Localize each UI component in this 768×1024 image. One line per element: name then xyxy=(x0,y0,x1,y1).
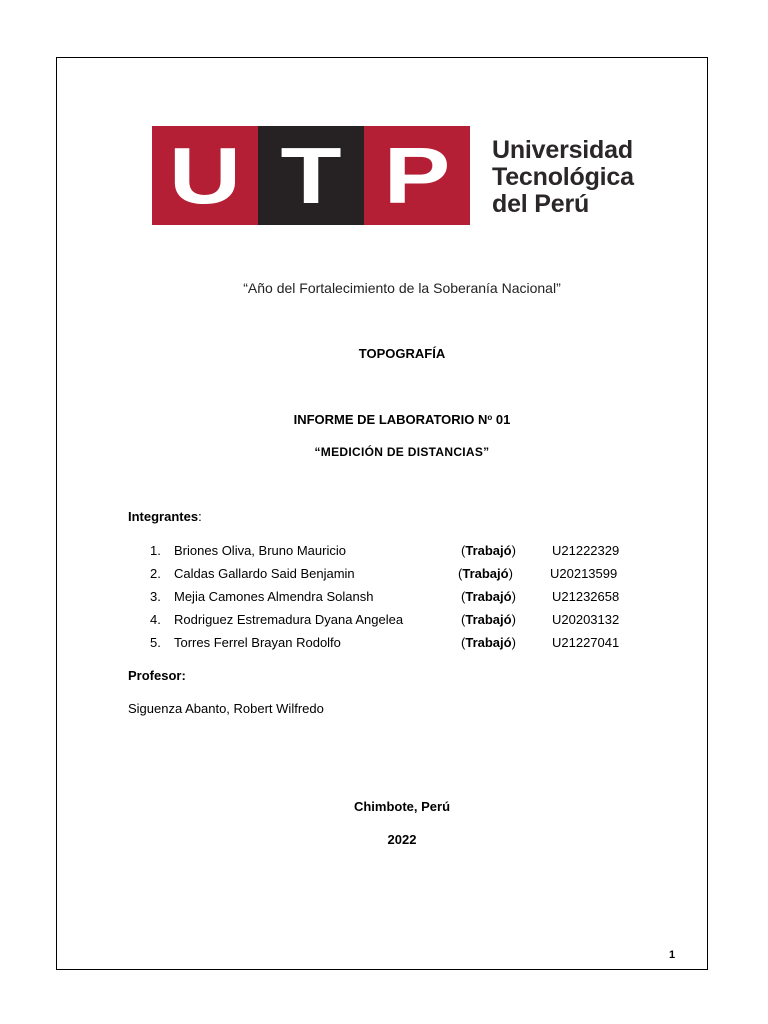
member-name: Torres Ferrel Brayan Rodolfo xyxy=(174,635,341,650)
member-row xyxy=(150,612,650,630)
members-label xyxy=(128,509,202,524)
status-close-paren: ) xyxy=(508,566,513,581)
page-number: 1 xyxy=(669,949,676,961)
member-status xyxy=(461,612,516,627)
member-row xyxy=(150,635,650,653)
member-status xyxy=(461,589,516,604)
member-row xyxy=(150,543,650,561)
status-open-paren: ( xyxy=(461,543,466,558)
professor-name: Siguenza Abanto, Robert Wilfredo xyxy=(128,701,324,716)
member-row xyxy=(150,589,650,607)
university-name-line-2: Tecnológica xyxy=(492,163,634,191)
member-number: 1. xyxy=(150,543,161,558)
member-status xyxy=(461,635,516,650)
logo-letter-u: U xyxy=(168,130,242,220)
university-name-line-1: Universidad xyxy=(492,136,633,164)
member-number: 3. xyxy=(150,589,161,604)
member-code: U21222329 xyxy=(552,543,620,558)
member-status xyxy=(458,566,513,581)
status-text: Trabajó xyxy=(465,635,512,650)
report-title: “MEDICIÓN DE DISTANCIAS” xyxy=(314,445,490,459)
member-number: 5. xyxy=(150,635,161,650)
member-code: U21232658 xyxy=(552,589,620,604)
status-open-paren: ( xyxy=(461,589,466,604)
member-name: Rodriguez Estremadura Dyana Angelea xyxy=(174,612,404,627)
utp-logo xyxy=(152,126,642,225)
member-code: U20213599 xyxy=(550,566,618,581)
status-text: Trabajó xyxy=(465,589,512,604)
professor-label: Profesor: xyxy=(128,668,186,683)
logo-letter-u-block xyxy=(152,126,258,225)
status-close-paren: ) xyxy=(511,589,516,604)
member-code: U20203132 xyxy=(552,612,620,627)
member-status xyxy=(461,543,516,558)
national-motto: “Año del Fortalecimiento de la Soberanía Nacional” xyxy=(243,280,561,296)
member-row xyxy=(150,566,650,584)
report-number: 01 xyxy=(492,412,511,427)
status-close-paren: ) xyxy=(511,635,516,650)
member-number: 4. xyxy=(150,612,161,627)
status-close-paren: ) xyxy=(511,543,516,558)
report-prefix: INFORME DE LABORATORIO N xyxy=(293,412,488,427)
status-text: Trabajó xyxy=(465,543,512,558)
logo-letter-t-block xyxy=(258,126,364,225)
course-title: TOPOGRAFÍA xyxy=(358,346,446,361)
members-label-text: Integrantes xyxy=(128,509,199,524)
report-heading xyxy=(56,412,748,427)
status-text: Trabajó xyxy=(465,612,512,627)
status-text: Trabajó xyxy=(462,566,509,581)
member-code: U21227041 xyxy=(552,635,620,650)
report-number-sign: o xyxy=(487,413,493,422)
member-name: Mejia Camones Almendra Solansh xyxy=(174,589,374,604)
member-name: Caldas Gallardo Said Benjamin xyxy=(174,566,355,581)
member-number: 2. xyxy=(150,566,161,581)
city: Chimbote, Perú xyxy=(353,799,451,814)
members-label-colon: : xyxy=(198,509,202,524)
year: 2022 xyxy=(387,832,417,847)
logo-letter-p-block xyxy=(364,126,470,225)
university-name-line-3: del Perú xyxy=(492,190,590,218)
logo-letter-t: T xyxy=(280,130,342,220)
status-open-paren: ( xyxy=(461,635,466,650)
university-name xyxy=(492,137,634,218)
logo-letter-p: P xyxy=(383,130,451,220)
member-name: Briones Oliva, Bruno Mauricio xyxy=(174,543,346,558)
status-open-paren: ( xyxy=(461,612,466,627)
status-close-paren: ) xyxy=(511,612,516,627)
status-open-paren: ( xyxy=(458,566,463,581)
